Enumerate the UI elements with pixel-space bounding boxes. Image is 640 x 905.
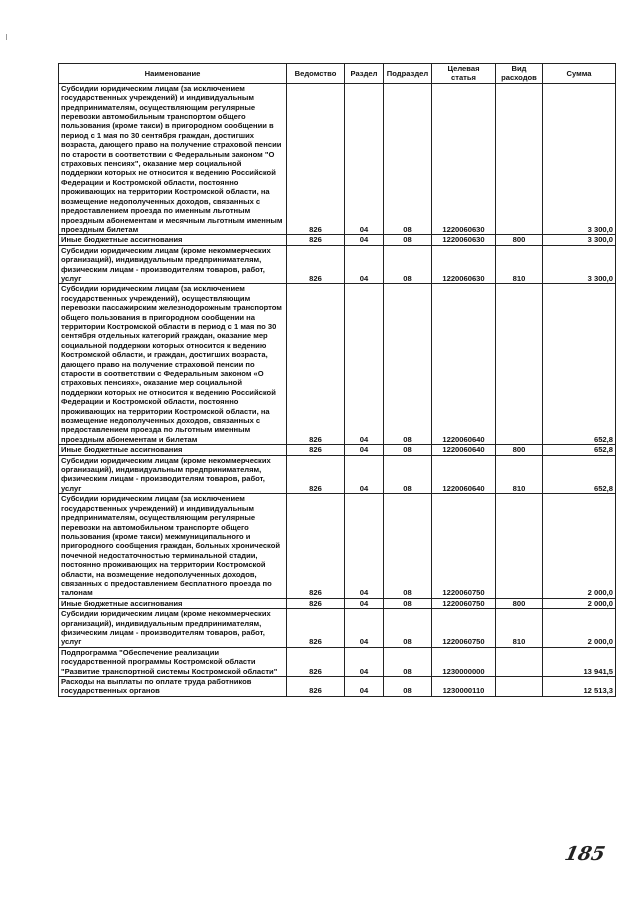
row-podrazdel: 08	[384, 598, 432, 608]
row-sum: 652,8	[543, 445, 616, 455]
row-ved: 826	[287, 455, 345, 494]
header-summa: Сумма	[543, 64, 616, 84]
row-cs: 1220060640	[432, 455, 496, 494]
row-name: Субсидии юридическим лицам (кроме некоммерческих организаций), индивидуальным предпринимателям, физическим лицам - производителям товаров, работ, услуг	[59, 245, 287, 284]
row-razdel: 04	[345, 455, 384, 494]
row-razdel: 04	[345, 494, 384, 598]
table-row	[59, 284, 616, 445]
row-cs: 1220060640	[432, 445, 496, 455]
table-row	[59, 598, 616, 608]
row-ved: 826	[287, 677, 345, 697]
row-podrazdel: 08	[384, 83, 432, 235]
row-ved: 826	[287, 445, 345, 455]
header-name: Наименование	[59, 64, 287, 84]
table-row	[59, 83, 616, 235]
row-ved: 826	[287, 598, 345, 608]
row-razdel: 04	[345, 245, 384, 284]
row-podrazdel: 08	[384, 647, 432, 676]
row-name: Субсидии юридическим лицам (за исключением государственных учреждений) и индивидуальным предпринимателям, осуществляющим регулярные перевозки автомобильным транспортом общего пользования (кроме такси) в пригородном сообщении в период с 1 мая по 30 сентября граждан, достигших возраста, дающего право на получение страховой пенсии по старости в соответствии с Федеральным законом "О страховых пенсиях", оказание мер социальной поддержки которых не относится к ведению Российской Федерации и Костромской области, постоянно проживающих на территории Костромской области, на возмещение недополученных доходов, связанных с предоставлением проезда по именным льготным проездным абонементам и месячным льготным именным проездным билетам	[59, 83, 287, 235]
row-vr	[496, 494, 543, 598]
row-razdel: 04	[345, 647, 384, 676]
row-ved: 826	[287, 245, 345, 284]
row-vr: 800	[496, 235, 543, 245]
header-vedomstvo: Ведомство	[287, 64, 345, 84]
margin-mark	[6, 34, 7, 40]
header-tselevaya: Целевая статья	[432, 64, 496, 84]
row-cs: 1220060750	[432, 494, 496, 598]
page-number: 185	[562, 843, 608, 865]
row-ved: 826	[287, 647, 345, 676]
row-name: Иные бюджетные ассигнования	[59, 445, 287, 455]
row-sum: 12 513,3	[543, 677, 616, 697]
row-sum: 652,8	[543, 455, 616, 494]
row-cs: 1220060630	[432, 83, 496, 235]
row-vr	[496, 677, 543, 697]
table-row	[59, 677, 616, 697]
row-cs: 1220060640	[432, 284, 496, 445]
row-vr: 800	[496, 445, 543, 455]
row-sum: 3 300,0	[543, 235, 616, 245]
row-podrazdel: 08	[384, 494, 432, 598]
table-row	[59, 609, 616, 648]
row-vr: 810	[496, 609, 543, 648]
row-podrazdel: 08	[384, 677, 432, 697]
table-row	[59, 494, 616, 598]
row-cs: 1220060750	[432, 609, 496, 648]
row-ved: 826	[287, 284, 345, 445]
row-razdel: 04	[345, 235, 384, 245]
budget-table	[58, 63, 616, 697]
row-sum: 3 300,0	[543, 245, 616, 284]
row-podrazdel: 08	[384, 245, 432, 284]
row-name: Иные бюджетные ассигнования	[59, 235, 287, 245]
row-podrazdel: 08	[384, 609, 432, 648]
header-vid: Вид расходов	[496, 64, 543, 84]
row-podrazdel: 08	[384, 445, 432, 455]
row-cs: 1220060750	[432, 598, 496, 608]
row-podrazdel: 08	[384, 284, 432, 445]
row-cs: 1220060630	[432, 245, 496, 284]
row-sum: 2 000,0	[543, 609, 616, 648]
row-razdel: 04	[345, 284, 384, 445]
header-podrazdel: Подраздел	[384, 64, 432, 84]
row-podrazdel: 08	[384, 455, 432, 494]
row-vr: 810	[496, 455, 543, 494]
row-razdel: 04	[345, 677, 384, 697]
table-row	[59, 245, 616, 284]
row-ved: 826	[287, 494, 345, 598]
table-row	[59, 647, 616, 676]
table-row	[59, 455, 616, 494]
row-cs: 1220060630	[432, 235, 496, 245]
row-name: Субсидии юридическим лицам (за исключением государственных учреждений) и индивидуальным предпринимателям, осуществляющим регулярные перевозки на автомобильном транспорте общего пользования (кроме такси) межмуниципального и пригородного сообщения граждан, больных хронической почечной недостаточностью терминальной стадии, постоянно проживающих на территории Костромской области, на возмещение недополученных доходов, связанных с предоставлением бесплатного проезда по талонам	[59, 494, 287, 598]
table-row	[59, 445, 616, 455]
row-name: Субсидии юридическим лицам (кроме некоммерческих организаций), индивидуальным предпринимателям, физическим лицам - производителям товаров, работ, услуг	[59, 455, 287, 494]
row-sum: 2 000,0	[543, 494, 616, 598]
row-sum: 13 941,5	[543, 647, 616, 676]
row-cs: 1230000000	[432, 647, 496, 676]
row-sum: 2 000,0	[543, 598, 616, 608]
row-name: Расходы на выплаты по оплате труда работников государственных органов	[59, 677, 287, 697]
row-name: Подпрограмма "Обеспечение реализации государственной программы Костромской области "Развитие транспортной системы Костромской области"	[59, 647, 287, 676]
row-name: Субсидии юридическим лицам (кроме некоммерческих организаций), индивидуальным предпринимателям, физическим лицам - производителям товаров, работ, услуг	[59, 609, 287, 648]
row-vr	[496, 284, 543, 445]
header-row	[59, 64, 616, 84]
row-vr	[496, 83, 543, 235]
row-cs: 1230000110	[432, 677, 496, 697]
row-razdel: 04	[345, 609, 384, 648]
row-vr: 800	[496, 598, 543, 608]
row-razdel: 04	[345, 83, 384, 235]
row-sum: 3 300,0	[543, 83, 616, 235]
row-razdel: 04	[345, 598, 384, 608]
row-razdel: 04	[345, 445, 384, 455]
row-vr: 810	[496, 245, 543, 284]
row-name: Иные бюджетные ассигнования	[59, 598, 287, 608]
row-name: Субсидии юридическим лицам (за исключением государственных учреждений), осуществляющим перевозки пассажирским железнодорожным транспортом общего пользования в пригородном сообщении на территории Костромской области в период с 1 мая по 30 сентября отдельных категорий граждан, оказание мер социальной поддержки которых относится к ведению Костромской области, и граждан, достигших возраста, дающего право на получение страховой пенсии по старости в соответствии с Федеральным законом «О страховых пенсиях», оказание мер социальной поддержки которых не относится к ведению Российской Федерации и Костромской области, постоянно проживающих на территории Костромской области, на возмещение недополученных доходов, связанных с предоставлением проезда по льготным именным проездным абонементам и билетам	[59, 284, 287, 445]
header-razdel: Раздел	[345, 64, 384, 84]
row-ved: 826	[287, 235, 345, 245]
table-row	[59, 235, 616, 245]
row-podrazdel: 08	[384, 235, 432, 245]
row-ved: 826	[287, 83, 345, 235]
row-ved: 826	[287, 609, 345, 648]
row-sum: 652,8	[543, 284, 616, 445]
row-vr	[496, 647, 543, 676]
